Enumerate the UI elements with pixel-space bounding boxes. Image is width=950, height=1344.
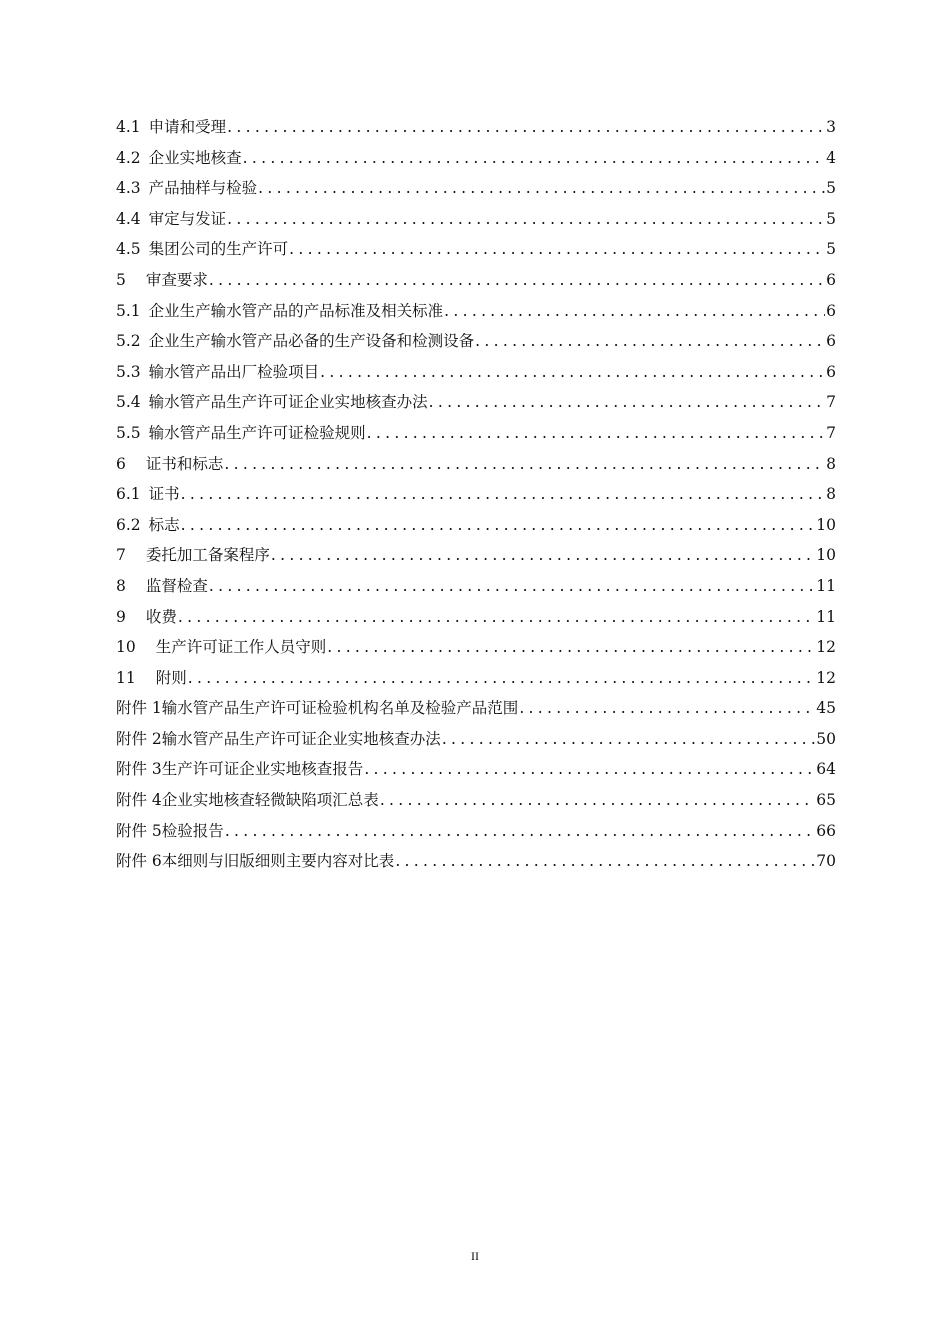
toc-entry-title: 生产许可证企业实地核查报告 (161, 760, 364, 779)
toc-entry[interactable] (116, 479, 836, 510)
toc-entry-page: 70 (816, 852, 836, 871)
toc-entry-title: 委托加工备案程序 (145, 546, 270, 565)
toc-entry-page: 5 (826, 209, 836, 228)
toc-entry-page: 50 (816, 729, 836, 748)
toc-entry[interactable] (116, 265, 836, 296)
toc-entry[interactable] (116, 449, 836, 480)
toc-entry-page: 5 (826, 179, 836, 198)
toc-dot-leader (271, 540, 815, 571)
toc-entry[interactable] (116, 357, 836, 388)
toc-entry[interactable] (116, 785, 836, 816)
toc-entry[interactable] (116, 540, 836, 571)
toc-entry[interactable] (116, 204, 836, 235)
toc-entry[interactable] (116, 571, 836, 602)
toc-entry-title: 收费 (145, 607, 177, 626)
toc-entry-page: 6 (826, 332, 836, 351)
toc-entry-title: 审定与发证 (148, 209, 227, 228)
toc-entry-number: 5.1 (116, 301, 141, 320)
table-of-contents (116, 112, 836, 877)
toc-entry-page: 8 (826, 485, 836, 504)
toc-dot-leader (519, 693, 815, 724)
toc-entry-number: 6.1 (116, 485, 141, 504)
toc-entry-page: 66 (816, 821, 836, 840)
toc-entry[interactable] (116, 418, 836, 449)
toc-entry-number: 7 (116, 546, 126, 565)
toc-entry[interactable] (116, 846, 836, 877)
toc-dot-leader (209, 265, 825, 296)
toc-entry[interactable] (116, 234, 836, 265)
toc-entry-number: 5 (116, 270, 126, 289)
toc-entry-page: 10 (816, 515, 836, 534)
toc-entry-page: 6 (826, 362, 836, 381)
toc-entry-number: 10 (116, 638, 136, 657)
toc-entry-title: 企业实地核查轻微缺陷项汇总表 (161, 791, 379, 810)
toc-dot-leader (367, 418, 825, 449)
toc-entry-title: 企业生产输水管产品必备的生产设备和检测设备 (148, 332, 475, 351)
toc-entry-title: 输水管产品生产许可证检验机构名单及检验产品范围 (161, 699, 519, 718)
toc-entry-title: 申请和受理 (148, 118, 227, 136)
toc-entry-number: 4.4 (116, 209, 141, 228)
toc-dot-leader (188, 663, 816, 694)
toc-entry[interactable] (116, 724, 836, 755)
toc-entry-page: 7 (826, 423, 836, 442)
toc-entry-number: 8 (116, 576, 126, 595)
toc-entry-number: 附件 5 (116, 821, 162, 840)
toc-dot-leader (327, 632, 815, 663)
toc-entry-page: 7 (826, 393, 836, 412)
toc-dot-leader (209, 571, 815, 602)
toc-dot-leader (364, 754, 815, 785)
toc-entry-title: 输水管产品生产许可证企业实地核查办法 (148, 393, 428, 412)
toc-dot-leader (289, 234, 825, 265)
toc-entry-title: 输水管产品生产许可证企业实地核查办法 (161, 729, 441, 748)
toc-entry-page: 8 (826, 454, 836, 473)
toc-entry-page: 64 (816, 760, 836, 779)
toc-entry-page: 10 (816, 546, 836, 565)
page-number: II (471, 1249, 479, 1263)
toc-entry-page: 6 (826, 270, 836, 289)
toc-entry-title: 检验报告 (161, 821, 224, 840)
toc-entry-number: 附件 2 (116, 729, 162, 748)
toc-entry-title: 输水管产品出厂检验项目 (148, 362, 320, 381)
toc-dot-leader (243, 143, 825, 174)
toc-entry-number: 4.5 (116, 240, 141, 259)
toc-dot-leader (224, 449, 825, 480)
toc-entry-number: 6.2 (116, 515, 141, 534)
toc-entry-page: 6 (826, 301, 836, 320)
toc-dot-leader (227, 112, 825, 143)
toc-entry-title: 审查要求 (145, 270, 208, 289)
toc-entry-page: 65 (816, 791, 836, 810)
toc-entry-number: 附件 1 (116, 699, 162, 718)
toc-dot-leader (227, 204, 825, 235)
toc-entry-title: 监督检查 (145, 576, 208, 595)
toc-entry-title: 证书 (148, 485, 180, 504)
toc-entry-number: 6 (116, 454, 126, 473)
toc-entry-number: 4.3 (116, 179, 141, 198)
toc-entry[interactable] (116, 143, 836, 174)
toc-dot-leader (395, 846, 815, 877)
toc-entry-number: 4.2 (116, 148, 141, 167)
toc-entry[interactable] (116, 296, 836, 327)
toc-entry-page: 5 (826, 240, 836, 259)
toc-entry-title: 企业生产输水管产品的产品标准及相关标准 (148, 301, 444, 320)
toc-dot-leader (380, 785, 815, 816)
toc-entry-page: 4 (826, 148, 836, 167)
toc-dot-leader (429, 387, 825, 418)
toc-entry-title: 集团公司的生产许可 (148, 240, 289, 259)
toc-entry-page: 11 (816, 607, 836, 626)
toc-entry-number: 5.4 (116, 393, 141, 412)
toc-entry[interactable] (116, 754, 836, 785)
toc-entry-number: 附件 6 (116, 852, 162, 871)
toc-dot-leader (178, 602, 815, 633)
toc-entry-number: 5.3 (116, 362, 141, 381)
toc-entry-page: 3 (826, 118, 836, 136)
toc-dot-leader (444, 296, 825, 327)
toc-entry[interactable] (116, 663, 836, 694)
toc-entry-number: 5.5 (116, 423, 141, 442)
toc-entry-title: 企业实地核查 (148, 148, 242, 167)
toc-entry-title: 本细则与旧版细则主要内容对比表 (161, 852, 395, 871)
toc-entry-title: 证书和标志 (145, 454, 224, 473)
toc-dot-leader (320, 357, 825, 388)
toc-entry[interactable] (116, 816, 836, 847)
toc-dot-leader (258, 173, 825, 204)
toc-dot-leader (181, 479, 825, 510)
toc-entry[interactable] (116, 510, 836, 541)
toc-entry[interactable] (116, 632, 836, 663)
toc-dot-leader (225, 816, 815, 847)
toc-entry-number: 4.1 (116, 118, 141, 136)
toc-entry[interactable] (116, 112, 836, 143)
toc-entry-number: 5.2 (116, 332, 141, 351)
toc-entry-page: 12 (816, 668, 836, 687)
toc-entry-page: 12 (816, 638, 836, 657)
toc-entry-number: 附件 3 (116, 760, 162, 779)
toc-entry-title: 输水管产品生产许可证检验规则 (148, 423, 366, 442)
toc-entry-number: 附件 4 (116, 791, 162, 810)
toc-entry-number: 11 (116, 668, 136, 687)
toc-entry-number: 9 (116, 607, 126, 626)
toc-entry[interactable] (116, 693, 836, 724)
toc-dot-leader (475, 326, 825, 357)
toc-dot-leader (442, 724, 815, 755)
toc-entry[interactable] (116, 326, 836, 357)
toc-dot-leader (181, 510, 816, 541)
toc-entry-title: 生产许可证工作人员守则 (155, 638, 327, 657)
toc-entry-title: 标志 (148, 515, 180, 534)
toc-entry-page: 11 (816, 576, 836, 595)
toc-entry-page: 45 (816, 699, 836, 718)
toc-entry[interactable] (116, 173, 836, 204)
toc-entry-title: 附则 (155, 668, 187, 687)
toc-entry[interactable] (116, 602, 836, 633)
toc-entry[interactable] (116, 387, 836, 418)
toc-entry-title: 产品抽样与检验 (148, 179, 258, 198)
